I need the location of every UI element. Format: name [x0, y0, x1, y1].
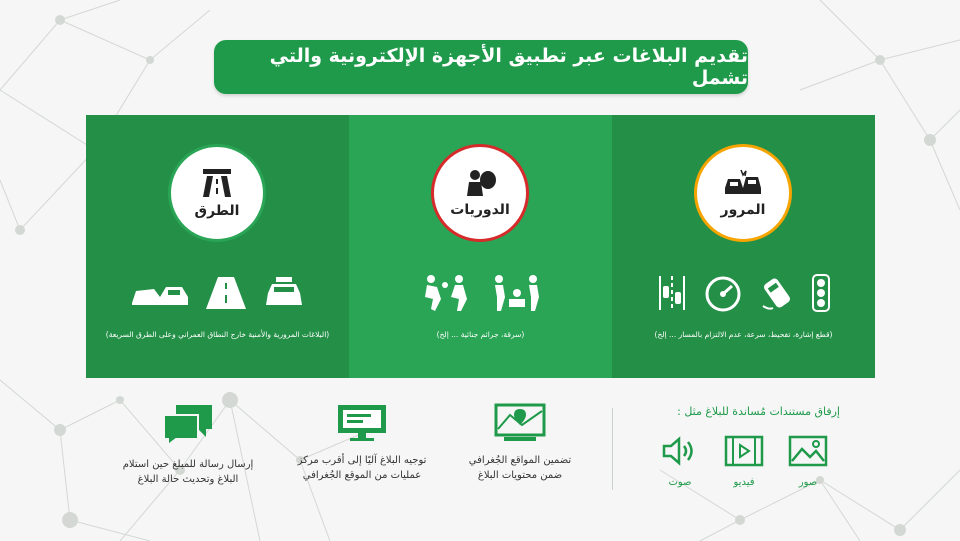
category-traffic-panel — [612, 115, 875, 378]
attachments-title: إرفاق مستندات مُساندة للبلاغ مثل : — [677, 405, 840, 418]
speaker-icon — [660, 435, 700, 467]
feature-notification — [108, 403, 268, 487]
feature-routing — [282, 403, 442, 483]
monitor-icon — [336, 403, 388, 443]
category-label: المرور — [720, 202, 766, 218]
assault-icon — [489, 273, 545, 313]
highway-icon — [201, 167, 233, 199]
attachment-label: فيديو — [733, 477, 755, 488]
feature-text-line1: تضمين المواقع الجُغرافي — [468, 455, 572, 466]
feature-geolocation — [440, 403, 600, 483]
traffic-badge — [694, 144, 792, 242]
speedometer-icon — [703, 274, 743, 312]
patrols-icons — [349, 271, 612, 315]
category-patrols-panel — [349, 115, 612, 378]
feature-text-line1: إرسال رسالة للمبلغ حين استلام — [122, 459, 254, 470]
attachment-label: صور — [798, 477, 818, 488]
police-car-icon — [262, 275, 306, 311]
attachment-label: صوت — [668, 477, 692, 488]
feature-text-line2: البلاغ وتحديث حالة البلاغ — [137, 474, 239, 485]
attachment-video — [718, 435, 770, 488]
feature-text-line1: توجيه البلاغ آليًا إلى أقرب مركز — [297, 455, 427, 466]
drifting-car-icon — [759, 274, 795, 312]
traffic-icons — [612, 271, 875, 315]
road-icon — [206, 275, 246, 311]
attachment-audio — [654, 435, 706, 488]
roads-icons — [86, 271, 349, 315]
patrols-badge — [431, 144, 529, 242]
category-label: الدوريات — [450, 202, 510, 218]
roads-badge — [168, 144, 266, 242]
chat-icon — [162, 403, 214, 447]
feature-text-line2: عمليات من الموقع الجُغرافي — [302, 470, 422, 481]
category-label: الطرق — [194, 203, 240, 219]
category-description: (سرقة، جرائم جنائية ... إلخ) — [436, 330, 525, 339]
map-icon — [494, 403, 546, 443]
traffic-light-icon — [811, 274, 831, 312]
car-crash-icon — [130, 275, 190, 311]
page-title: تقديم البلاغات عبر تطبيق الأجهزة الإلكترونية والتي تشمل — [214, 40, 748, 94]
photo-icon — [788, 435, 828, 467]
lane-icon — [657, 274, 687, 312]
category-roads-panel — [86, 115, 349, 378]
category-description: (قطع إشارة، تفحيط، سرعة، عدم الالتزام بالمسار ... إلخ) — [654, 330, 833, 339]
feature-text-line2: ضمن محتويات البلاغ — [477, 470, 563, 481]
theft-icon — [417, 273, 473, 313]
category-description: (البلاغات المرورية والأمنية خارج النطاق العمراني وعلى الطرق السريعة) — [105, 330, 330, 339]
car-collision-icon — [721, 168, 765, 198]
video-icon — [724, 435, 764, 467]
thief-icon — [463, 168, 497, 198]
section-divider — [612, 408, 613, 490]
attachment-photos — [782, 435, 834, 488]
